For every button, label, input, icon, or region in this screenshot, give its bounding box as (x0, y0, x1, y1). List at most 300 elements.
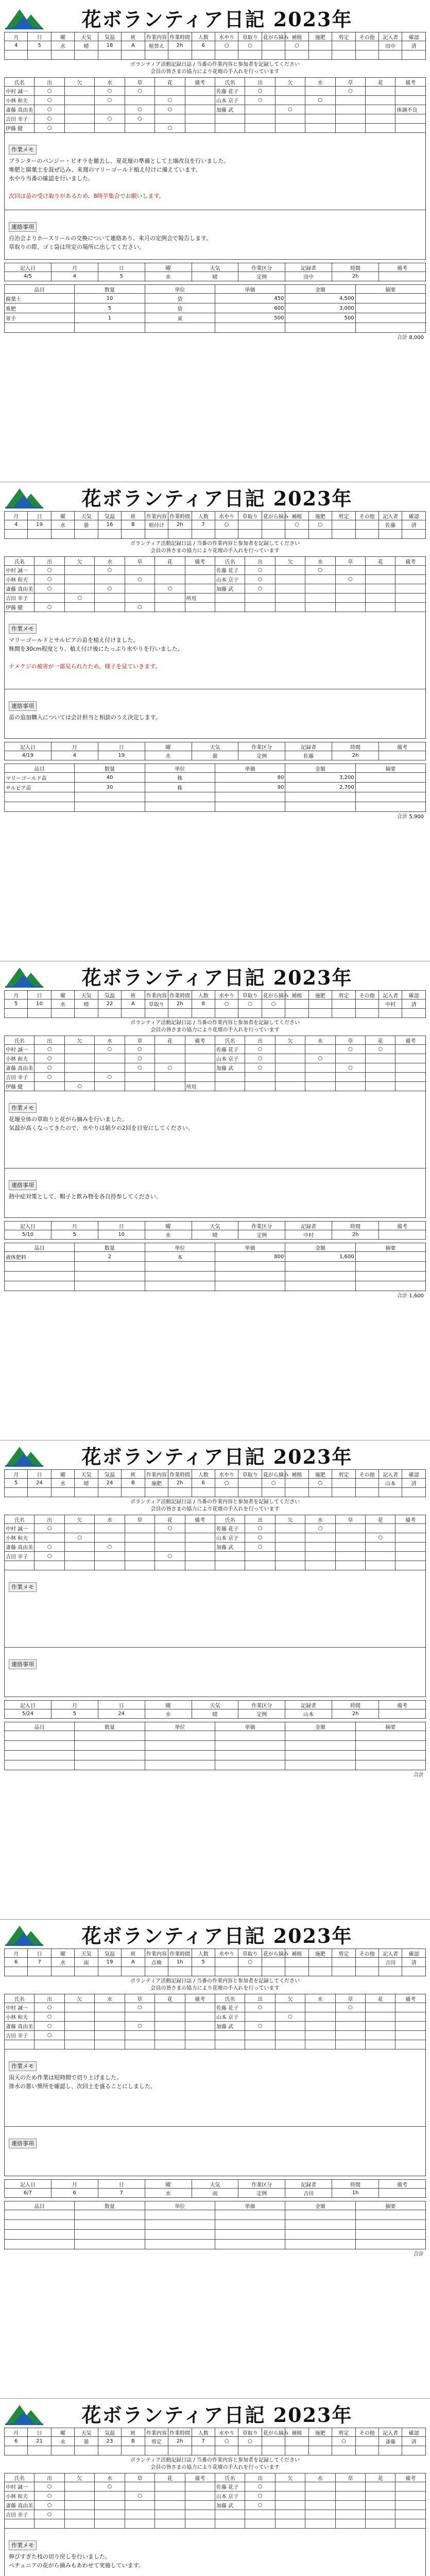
work-cell: ○ (308, 520, 332, 530)
inventory-cell (145, 1751, 215, 1760)
member-cell (95, 603, 125, 612)
work-cell (5, 50, 28, 60)
member-cell: 加藤 武 (215, 584, 245, 594)
work-cell: 24 (98, 1479, 121, 1488)
work-cell: 済 (402, 1479, 426, 1488)
meta-cell: 晴 (192, 1709, 238, 1719)
member-cell: 吉田 幸子 (5, 1073, 35, 1082)
work-cell (262, 50, 285, 60)
member-cell (215, 603, 245, 612)
member-cell (185, 124, 215, 133)
member-row (5, 603, 426, 612)
inventory-row (5, 2240, 426, 2249)
meta-header-cell: 記録者 (285, 2180, 332, 2189)
work-cell: A (122, 999, 145, 1009)
work-cell (379, 2446, 402, 2455)
work-cell (308, 1958, 332, 1967)
inventory-header-cell: 単位 (145, 764, 215, 773)
diary-sheet-1 (0, 3, 430, 482)
member-cell (155, 1073, 185, 1082)
member-header-cell: 水 (95, 557, 125, 566)
inventory-cell: 本 (145, 1252, 215, 1262)
work-cell: 水 (51, 520, 74, 530)
header-cell: 月 (5, 991, 28, 999)
meta-cell: 24 (98, 1709, 145, 1719)
member-cell: ○ (245, 1524, 275, 1533)
member-cell (155, 2040, 185, 2049)
meta-header-cell: 曜 (145, 1222, 192, 1230)
work-row (5, 50, 426, 60)
member-header-cell: 欠 (275, 1515, 305, 1524)
work-cell (192, 50, 215, 60)
meta-header-cell: 天気 (192, 1222, 238, 1230)
member-cell: 吉田 幸子 (5, 1552, 35, 1561)
member-cell (395, 2482, 426, 2492)
work-cell: 佐藤 (379, 520, 402, 530)
intro-text: ボランティア活動記録日誌 / 当番の作業内容と参加者を記録してください 会員の皆さまの協力により花壇の手入れを行っています (130, 1499, 300, 1512)
inventory-cell (215, 1281, 285, 1291)
member-cell (35, 2519, 64, 2529)
meta-cell: 定例 (238, 1709, 285, 1719)
member-cell: ○ (155, 1552, 185, 1561)
notes-box (4, 1091, 426, 1168)
inventory-cell: 2 (75, 1252, 145, 1262)
notes-text: 花壇全体の草取りと花がら摘みを行いました。 気温が高くなってきたので、水やりは朝夕の2回を目安にしてください。 (9, 1116, 194, 1131)
member-cell (155, 1082, 185, 1091)
header-cell: 天気 (75, 1470, 98, 1479)
member-cell (95, 1552, 125, 1561)
member-cell: ○ (245, 2022, 275, 2031)
work-cell (122, 2446, 145, 2455)
memo-label: 連絡事項 (9, 701, 37, 711)
work-cell (122, 1488, 145, 1497)
inventory-cell (75, 1751, 145, 1760)
member-cell (335, 2501, 365, 2510)
member-cell (125, 2501, 154, 2510)
member-header-cell: 欠 (64, 1036, 94, 1045)
inventory-cell (355, 1262, 425, 1272)
work-cell (402, 50, 426, 60)
member-cell (395, 575, 426, 584)
meta-table (4, 742, 426, 760)
member-row (5, 96, 426, 105)
member-cell: ○ (35, 1524, 64, 1533)
sheet-title (44, 4, 426, 32)
work-cell: 晴 (75, 999, 98, 1009)
member-header-cell: 水 (95, 78, 125, 87)
member-cell: ○ (155, 124, 185, 133)
header-cell: 剪定 (332, 2428, 355, 2437)
inventory-cell (355, 2230, 425, 2240)
work-cell: 水 (51, 1479, 74, 1488)
member-cell (155, 1045, 185, 1054)
member-cell: ○ (125, 2003, 154, 2012)
mountain-logo-icon (4, 1921, 44, 1947)
meta-header-cell: 記入日 (5, 263, 51, 272)
member-cell: ○ (245, 96, 275, 105)
inventory-row (5, 1751, 426, 1760)
member-cell (245, 594, 275, 603)
member-cell (305, 1533, 335, 1543)
member-cell: ○ (95, 1045, 125, 1054)
work-cell (28, 2446, 51, 2455)
work-row (5, 2446, 426, 2455)
member-cell (395, 2012, 426, 2022)
work-cell (75, 1488, 98, 1497)
work-cell: 雨 (75, 1958, 98, 1967)
member-cell: ○ (35, 2012, 64, 2022)
work-cell (5, 2446, 28, 2455)
header-cell: 作業内容 (145, 1949, 168, 1958)
header-cell: 作業内容 (145, 991, 168, 999)
member-cell: 小林 和夫 (5, 1533, 35, 1543)
inventory-cell (355, 2220, 425, 2230)
member-header-cell: 備考 (185, 1515, 215, 1524)
work-cell: 23 (98, 2437, 121, 2446)
work-cell (262, 520, 285, 530)
member-cell (95, 124, 125, 133)
member-header-cell: 欠 (275, 2473, 305, 2482)
member-cell (64, 96, 94, 105)
member-header-cell: 水 (95, 1515, 125, 1524)
work-cell (75, 2446, 98, 2455)
member-cell: ○ (35, 2003, 64, 2012)
member-cell (335, 105, 365, 114)
inventory-header-cell: 品目 (5, 1722, 75, 1731)
member-header-cell: 氏名 (215, 557, 245, 566)
member-header-cell: 出 (35, 2473, 64, 2482)
header-cell: 月 (5, 1470, 28, 1479)
member-cell: ○ (35, 575, 64, 584)
member-cell (245, 2012, 275, 2022)
member-cell (215, 114, 245, 124)
inventory-cell (285, 1272, 355, 1281)
member-header-cell: 出 (245, 1036, 275, 1045)
work-cell: ○ (238, 41, 262, 50)
inventory-cell: 40 (75, 773, 145, 783)
inventory-cell: 800 (215, 1252, 285, 1262)
intro-text: ボランティア活動記録日誌 / 当番の作業内容と参加者を記録してください 会員の皆さまの協力により花壇の手入れを行っています (130, 2458, 300, 2470)
work-cell: 晴 (75, 1479, 98, 1488)
inventory-cell (145, 2220, 215, 2230)
member-cell (305, 2501, 335, 2510)
notes-box (4, 1570, 426, 1648)
work-cell (75, 1967, 98, 1976)
work-cell: 植替え (145, 41, 168, 50)
work-cell: 中村 (379, 999, 402, 1009)
member-row (5, 1082, 426, 1091)
inventory-header-cell: 金額 (285, 2201, 355, 2210)
work-cell: B (122, 1479, 145, 1488)
meta-row (5, 751, 426, 760)
work-cell: A (122, 1958, 145, 1967)
header-cell: 記入者 (379, 512, 402, 520)
meta-header-cell: 記録者 (285, 1222, 332, 1230)
member-header-cell: 出 (245, 78, 275, 87)
inventory-cell (355, 1252, 425, 1262)
meta-cell: 7 (98, 2189, 145, 2198)
work-cell: ○ (238, 2437, 262, 2446)
inventory-cell (145, 802, 215, 812)
inventory-cell (285, 1262, 355, 1272)
header-cell: 剪定 (332, 512, 355, 520)
header-cell: 補植 (285, 2428, 308, 2437)
member-header-row (5, 1036, 426, 1045)
work-cell (262, 2446, 285, 2455)
member-cell: 山本 京子 (215, 1533, 245, 1543)
meta-cell: 6 (51, 2189, 98, 2198)
header-cell: 確認 (402, 1949, 426, 1958)
meta-header-cell: 作業区分 (238, 1701, 285, 1709)
work-cell (122, 50, 145, 60)
member-cell (64, 1524, 94, 1533)
member-cell (366, 594, 395, 603)
inventory-cell (215, 2220, 285, 2230)
work-cell (355, 1009, 379, 1018)
member-cell: ○ (125, 1045, 154, 1054)
header-cell: 花がら摘み (262, 32, 285, 41)
meta-cell (379, 1709, 426, 1719)
header-cell: 作業内容 (145, 1470, 168, 1479)
member-row (5, 2040, 426, 2049)
meta-table (4, 1700, 426, 1719)
inventory-cell (285, 1741, 355, 1751)
member-cell (366, 1073, 395, 1082)
inventory-row (5, 1741, 426, 1751)
work-cell (145, 2446, 168, 2455)
work-cell (355, 1958, 379, 1967)
work-cell (51, 1488, 74, 1497)
meta-header-cell: 日 (98, 263, 145, 272)
member-cell (335, 594, 365, 603)
meta-cell: 水 (145, 1230, 192, 1240)
header-cell: 日 (28, 2428, 51, 2437)
header-cell: 作業時間 (168, 991, 192, 999)
header-cell: 施肥 (308, 2428, 332, 2437)
member-cell (305, 2012, 335, 2022)
member-cell (335, 566, 365, 575)
member-cell (64, 2482, 94, 2492)
member-header-cell: 備考 (185, 1994, 215, 2003)
header-cell: 人数 (192, 991, 215, 999)
inventory-header-row (5, 285, 426, 294)
notes-label: 作業メモ (9, 145, 37, 155)
member-cell (275, 2031, 305, 2040)
member-cell: 山本 京子 (215, 2492, 245, 2501)
inventory-cell (75, 1262, 145, 1272)
meta-header-cell: 備考 (379, 263, 426, 272)
work-cell (262, 1967, 285, 1976)
member-cell: 伊藤 健 (5, 124, 35, 133)
member-header-cell: 草 (335, 1515, 365, 1524)
work-cell (402, 1967, 426, 1976)
member-cell: 山本 京子 (215, 575, 245, 584)
inventory-header-cell: 品目 (5, 285, 75, 294)
member-cell (64, 2022, 94, 2031)
work-cell (168, 1488, 192, 1497)
meta-cell: 雨 (192, 2189, 238, 2198)
member-cell: 佐藤 花子 (215, 2482, 245, 2492)
inventory-cell: 3,000 (285, 303, 355, 313)
member-cell: ○ (155, 1524, 185, 1533)
work-cell (238, 1009, 262, 1018)
header-cell: 記入者 (379, 991, 402, 999)
work-cell (332, 2446, 355, 2455)
member-cell (366, 105, 395, 114)
member-cell: ○ (35, 114, 64, 124)
work-cell (355, 2446, 379, 2455)
work-cell (285, 1488, 308, 1497)
work-cell (5, 1488, 28, 1497)
inventory-cell (75, 792, 145, 802)
work-row (5, 530, 426, 539)
member-cell (395, 2510, 426, 2519)
header-cell: 日 (28, 1949, 51, 1958)
member-cell (215, 2510, 245, 2519)
member-cell: 伊藤 健 (5, 1082, 35, 1091)
member-cell (335, 2510, 365, 2519)
member-cell (335, 114, 365, 124)
member-cell: 斎藤 真由美 (5, 584, 35, 594)
member-cell: 斎藤 真由美 (5, 1063, 35, 1073)
work-cell (402, 2446, 426, 2455)
member-header-cell: 欠 (64, 1515, 94, 1524)
meta-header-row (5, 1222, 426, 1230)
member-row (5, 2492, 426, 2501)
header-cell: 確認 (402, 512, 426, 520)
inventory-cell (145, 792, 215, 802)
member-cell: ○ (245, 584, 275, 594)
notes-label: 作業メモ (9, 2061, 37, 2071)
member-row (5, 2012, 426, 2022)
inventory-row (5, 2230, 426, 2240)
meta-cell: 山本 (285, 1709, 332, 1719)
member-cell (395, 1082, 426, 1091)
work-cell (98, 1488, 121, 1497)
inventory-cell: 80 (215, 773, 285, 783)
member-cell (366, 1543, 395, 1552)
total-value: 8,000 (409, 335, 424, 341)
work-cell (262, 1488, 285, 1497)
member-cell (155, 2492, 185, 2501)
inventory-row (5, 2220, 426, 2230)
member-cell (275, 1552, 305, 1561)
meta-cell: 定例 (238, 272, 285, 281)
member-cell: 佐藤 花子 (215, 1524, 245, 1533)
member-cell (335, 1082, 365, 1091)
work-row (5, 1958, 426, 1967)
work-cell: 24 (28, 1479, 51, 1488)
header-cell: 月 (5, 32, 28, 41)
member-cell: ○ (35, 566, 64, 575)
member-header-cell: 草 (125, 1036, 154, 1045)
work-record-table (4, 1948, 426, 1976)
member-cell (5, 2040, 35, 2049)
header-cell: 作業内容 (145, 2428, 168, 2437)
inventory-cell (355, 773, 425, 783)
header-cell: 確認 (402, 1470, 426, 1479)
member-cell: ○ (95, 566, 125, 575)
member-header-cell: 出 (35, 78, 64, 87)
notes-box (4, 133, 426, 210)
member-cell (95, 2040, 125, 2049)
work-cell (285, 1009, 308, 1018)
work-cell: 5 (28, 41, 51, 50)
member-cell (275, 1045, 305, 1054)
inventory-cell (215, 2230, 285, 2240)
header-cell: その他 (355, 32, 379, 41)
inventory-cell (355, 1741, 425, 1751)
inventory-cell (5, 1741, 75, 1751)
member-header-row (5, 1515, 426, 1524)
work-cell (355, 41, 379, 50)
member-cell: 所用 (185, 594, 215, 603)
meta-header-cell: 天気 (192, 263, 238, 272)
diary-title: 花ボランティア日記 (81, 965, 266, 989)
member-header-cell: 水 (305, 1994, 335, 2003)
member-cell: 斎藤 真由美 (5, 2501, 35, 2510)
work-cell (145, 530, 168, 539)
work-cell: 19 (28, 520, 51, 530)
meta-header-cell: 時間 (332, 263, 379, 272)
work-cell (215, 2446, 238, 2455)
meta-cell: 5 (98, 272, 145, 281)
inventory-cell (285, 1731, 355, 1741)
member-header-cell: 草 (335, 1994, 365, 2003)
member-cell (215, 2519, 245, 2529)
member-cell: ○ (35, 2510, 64, 2519)
inventory-row (5, 773, 426, 783)
meta-header-cell: 記録者 (285, 742, 332, 751)
header-cell: 作業時間 (168, 1949, 192, 1958)
member-cell (366, 1552, 395, 1561)
member-cell: ○ (366, 1045, 395, 1054)
member-header-cell: 氏名 (5, 78, 35, 87)
inventory-cell (75, 2220, 145, 2230)
member-cell (305, 575, 335, 584)
inventory-cell (5, 1272, 75, 1281)
total-line (4, 812, 426, 820)
intro-text: ボランティア活動記録日誌 / 当番の作業内容と参加者を記録してください 会員の皆さまの協力により花壇の手入れを行っています (130, 541, 300, 554)
member-cell (155, 594, 185, 603)
inventory-cell (215, 1731, 285, 1741)
inventory-row (5, 802, 426, 812)
member-cell (215, 1073, 245, 1082)
member-cell (366, 87, 395, 96)
header-cell: 施肥 (308, 512, 332, 520)
member-header-cell: 花 (155, 1994, 185, 2003)
member-header-cell: 備考 (185, 1036, 215, 1045)
meta-header-cell: 作業区分 (238, 1222, 285, 1230)
inventory-cell (145, 2210, 215, 2220)
meta-table (4, 1221, 426, 1240)
meta-header-cell: 作業区分 (238, 263, 285, 272)
work-cell (192, 1009, 215, 1018)
work-cell (215, 1488, 238, 1497)
header-cell: 水やり (215, 1949, 238, 1958)
inventory-header-cell: 摘要 (355, 2201, 425, 2210)
work-cell: 曇 (75, 2437, 98, 2446)
work-cell (75, 530, 98, 539)
meta-header-cell: 天気 (192, 742, 238, 751)
member-cell: 中村 誠一 (5, 566, 35, 575)
work-cell (238, 50, 262, 60)
inventory-header-cell: 単価 (215, 285, 285, 294)
member-header-cell: 出 (35, 1515, 64, 1524)
work-cell: 4 (5, 520, 28, 530)
meta-header-cell: 天気 (192, 2180, 238, 2189)
work-cell: 曇 (75, 520, 98, 530)
